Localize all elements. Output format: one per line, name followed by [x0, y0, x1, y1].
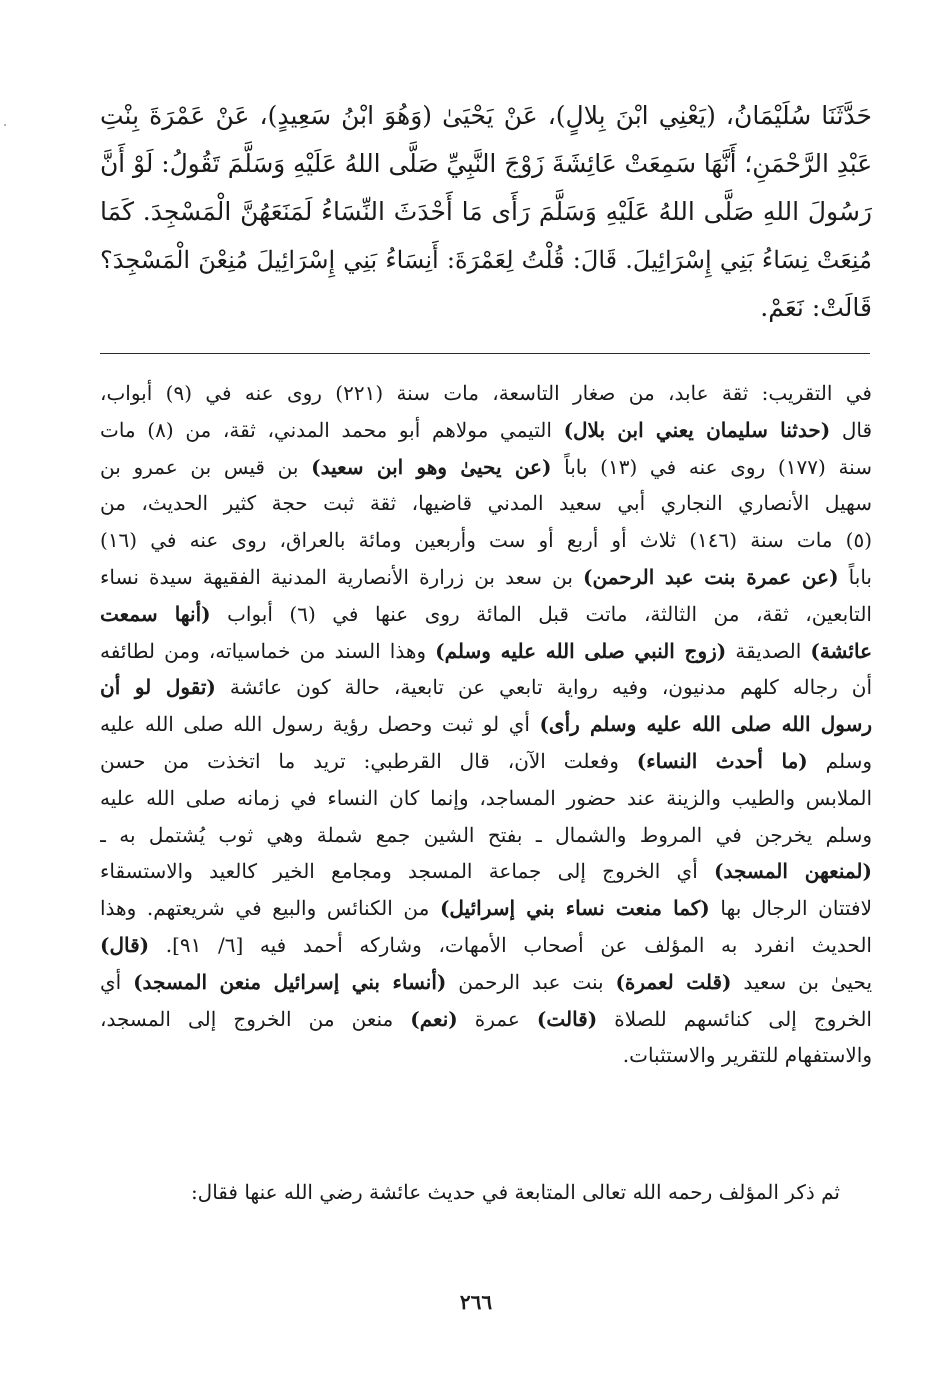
quoted-hadith-phrase: (قالت) — [536, 1006, 598, 1031]
commentary-line — [100, 927, 872, 964]
quoted-hadith-phrase: (كما منعت نساء بني إسرائيل) — [439, 896, 710, 921]
commentary-phrase: من الكنائس والبيع في شريعتهم. وهذا — [100, 896, 440, 921]
commentary-phrase: الملابس والطيب والزينة عند حضور المساجد، وإنما كان النساء في زمانه صلى الله عليه — [100, 785, 872, 810]
commentary-phrase: التابعين، ثقة، من الثالثة، ماتت قبل المائة روى عنها في (٦) أبواب — [210, 601, 872, 626]
commentary-phrase: لافتتان الرجال بها — [709, 896, 872, 921]
hadith-line: رَسُولَ اللهِ صَلَّى اللهُ عَلَيْهِ وَسَلَّمَ رَأَى مَا أَحْدَثَ النِّسَاءُ لَمَنَعَهُنَّ الْمَسْجِدَ. كَمَا — [100, 197, 872, 226]
commentary-phrase: وسلم — [807, 748, 872, 773]
commentary-line — [100, 853, 872, 890]
transition-text: ثم ذكر المؤلف رحمه الله تعالى المتابعة في حديث عائشة رضي الله عنها فقال: — [190, 1180, 840, 1204]
commentary-line — [100, 817, 872, 854]
commentary-phrase: الخروج إلى كنائسهم للصلاة — [597, 1006, 872, 1031]
commentary-line — [100, 1001, 872, 1038]
commentary-phrase: الحديث انفرد به المؤلف عن أصحاب الأمهات، وشاركه أحمد فيه [٦/ ٩١]. — [149, 932, 872, 957]
commentary-line — [100, 743, 872, 780]
commentary-line — [100, 522, 872, 559]
hadith-line: عَبْدِ الرَّحْمَنِ؛ أَنَّهَا سَمِعَتْ عَائِشَةَ زَوْجَ النَّبِيِّ صَلَّى اللهُ عَلَيْهِ وَسَلَّمَ تَقُولُ: لَوْ أَنَّ — [100, 149, 872, 178]
quoted-hadith-phrase: (عن يحيىٰ وهو ابن سعيد) — [311, 454, 552, 479]
hadith-text — [100, 92, 872, 332]
quoted-hadith-phrase: (أنساء بني إسرائيل منعن المسجد) — [133, 969, 447, 994]
commentary-line — [100, 412, 872, 449]
commentary-phrase: قال — [830, 417, 872, 442]
commentary-phrase: (٥) مات سنة (١٤٦) ثلاث أو أربع أو ست وأربعين ومائة بالعراق، روى عنه في (١٦) — [100, 528, 872, 553]
quoted-hadith-phrase: (عن عمرة بنت عبد الرحمن) — [583, 564, 839, 589]
commentary-phrase: أن رجاله كلهم مدنيون، وفيه رواية تابعي عن تابعية، حالة كون عائشة — [215, 675, 872, 700]
commentary-phrase: منعن من الخروج إلى المسجد، — [100, 1006, 411, 1031]
commentary-phrase: عمرة — [457, 1006, 537, 1031]
commentary-phrase: الصديقة — [726, 638, 811, 663]
quoted-hadith-phrase: (قال) — [100, 932, 150, 957]
quoted-hadith-phrase: عائشة) — [810, 638, 872, 663]
commentary-phrase: باباً — [838, 564, 872, 589]
commentary-line — [100, 449, 872, 486]
commentary-phrase: يحيىٰ بن سعيد — [731, 969, 872, 994]
commentary-phrase: وسلم يخرجن في المروط والشمال ـ بفتح الشين جمع شملة وهي ثوب يُشتمل به ـ — [100, 822, 872, 847]
hadith-line: مُنِعَتْ نِسَاءُ بَنِي إِسْرَائِيلَ. قَالَ: قُلْتُ لِعَمْرَةَ: أَنِسَاءُ بَنِي إِسْرَائِيلَ مُنِعْنَ الْمَسْجِدَ؟ — [100, 246, 872, 274]
commentary-line — [100, 706, 872, 743]
hadith-line: حَدَّثَنَا سُلَيْمَانُ، (يَعْنِي ابْنَ بِلالٍ)، عَنْ يَحْيَىٰ (وَهُوَ ابْنُ سَعِيدٍ)، عَنْ عَمْرَةَ بِنْتِ — [100, 101, 872, 130]
commentary-line — [100, 375, 872, 412]
quoted-hadith-phrase: (حدثنا سليمان يعني ابن بلال) — [563, 417, 831, 442]
quoted-hadith-phrase: (تقول لو أن — [100, 675, 216, 700]
commentary-line — [100, 780, 872, 817]
quoted-hadith-phrase: (نعم) — [410, 1006, 458, 1031]
quoted-hadith-phrase: (أنها سمعت — [100, 601, 211, 626]
hadith-line: قَالَتْ: نَعَمْ. — [760, 293, 872, 322]
page-number: ٢٦٦ — [459, 1290, 493, 1314]
quoted-hadith-phrase: (ما أحدث النساء) — [636, 748, 808, 773]
commentary-text — [100, 375, 872, 1074]
commentary-phrase: وفعلت الآن، قال القرطبي: تريد ما اتخذت من حسن — [100, 748, 637, 773]
commentary-phrase: سنة (١٧٧) روى عنه في (١٣) باباً — [551, 454, 872, 479]
commentary-phrase: أي لو ثبت وحصل رؤية رسول الله صلى الله عليه — [100, 712, 540, 737]
quoted-hadith-phrase: (زوج النبي صلى الله عليه وسلم) — [435, 638, 727, 663]
commentary-line — [100, 559, 872, 596]
commentary-phrase: أي — [100, 969, 134, 994]
commentary-line — [100, 890, 872, 927]
commentary-phrase: أي الخروج إلى جماعة المسجد ومجامع الخير كالعيد والاستسقاء — [100, 859, 714, 884]
commentary-line — [100, 1037, 872, 1074]
commentary-phrase: والاستفهام للتقرير والاستثبات. — [622, 1043, 872, 1068]
quoted-hadith-phrase: رسول الله صلى الله عليه وسلم رأى) — [539, 712, 872, 737]
commentary-phrase: بن قيس بن عمرو بن — [100, 454, 312, 479]
commentary-line — [100, 633, 872, 670]
commentary-phrase: سهيل الأنصاري النجاري أبي سعيد المدني قاضيها، ثقة ثبت حجة كثير الحديث، من — [100, 491, 872, 516]
commentary-phrase: التيمي مولاهم أبو محمد المدني، ثقة، من (٨) مات — [100, 417, 564, 442]
commentary-line — [100, 485, 872, 522]
commentary-phrase: وهذا السند من خماسياته، ومن لطائفه — [100, 638, 436, 663]
commentary-line — [100, 596, 872, 633]
scan-speck — [4, 124, 6, 126]
quoted-hadith-phrase: (لمنعهن المسجد) — [713, 859, 872, 884]
commentary-line — [100, 964, 872, 1001]
footnote-divider — [100, 353, 870, 354]
quoted-hadith-phrase: (قلت لعمرة) — [615, 969, 732, 994]
commentary-phrase: بن سعد بن زرارة الأنصارية المدنية الفقيهة سيدة نساء — [100, 564, 584, 589]
commentary-phrase: بنت عبد الرحمن — [446, 969, 616, 994]
commentary-line — [100, 669, 872, 706]
commentary-phrase: في التقريب: ثقة عابد، من صغار التاسعة، مات سنة (٢٢١) روى عنه في (٩) أبواب، — [100, 381, 872, 405]
